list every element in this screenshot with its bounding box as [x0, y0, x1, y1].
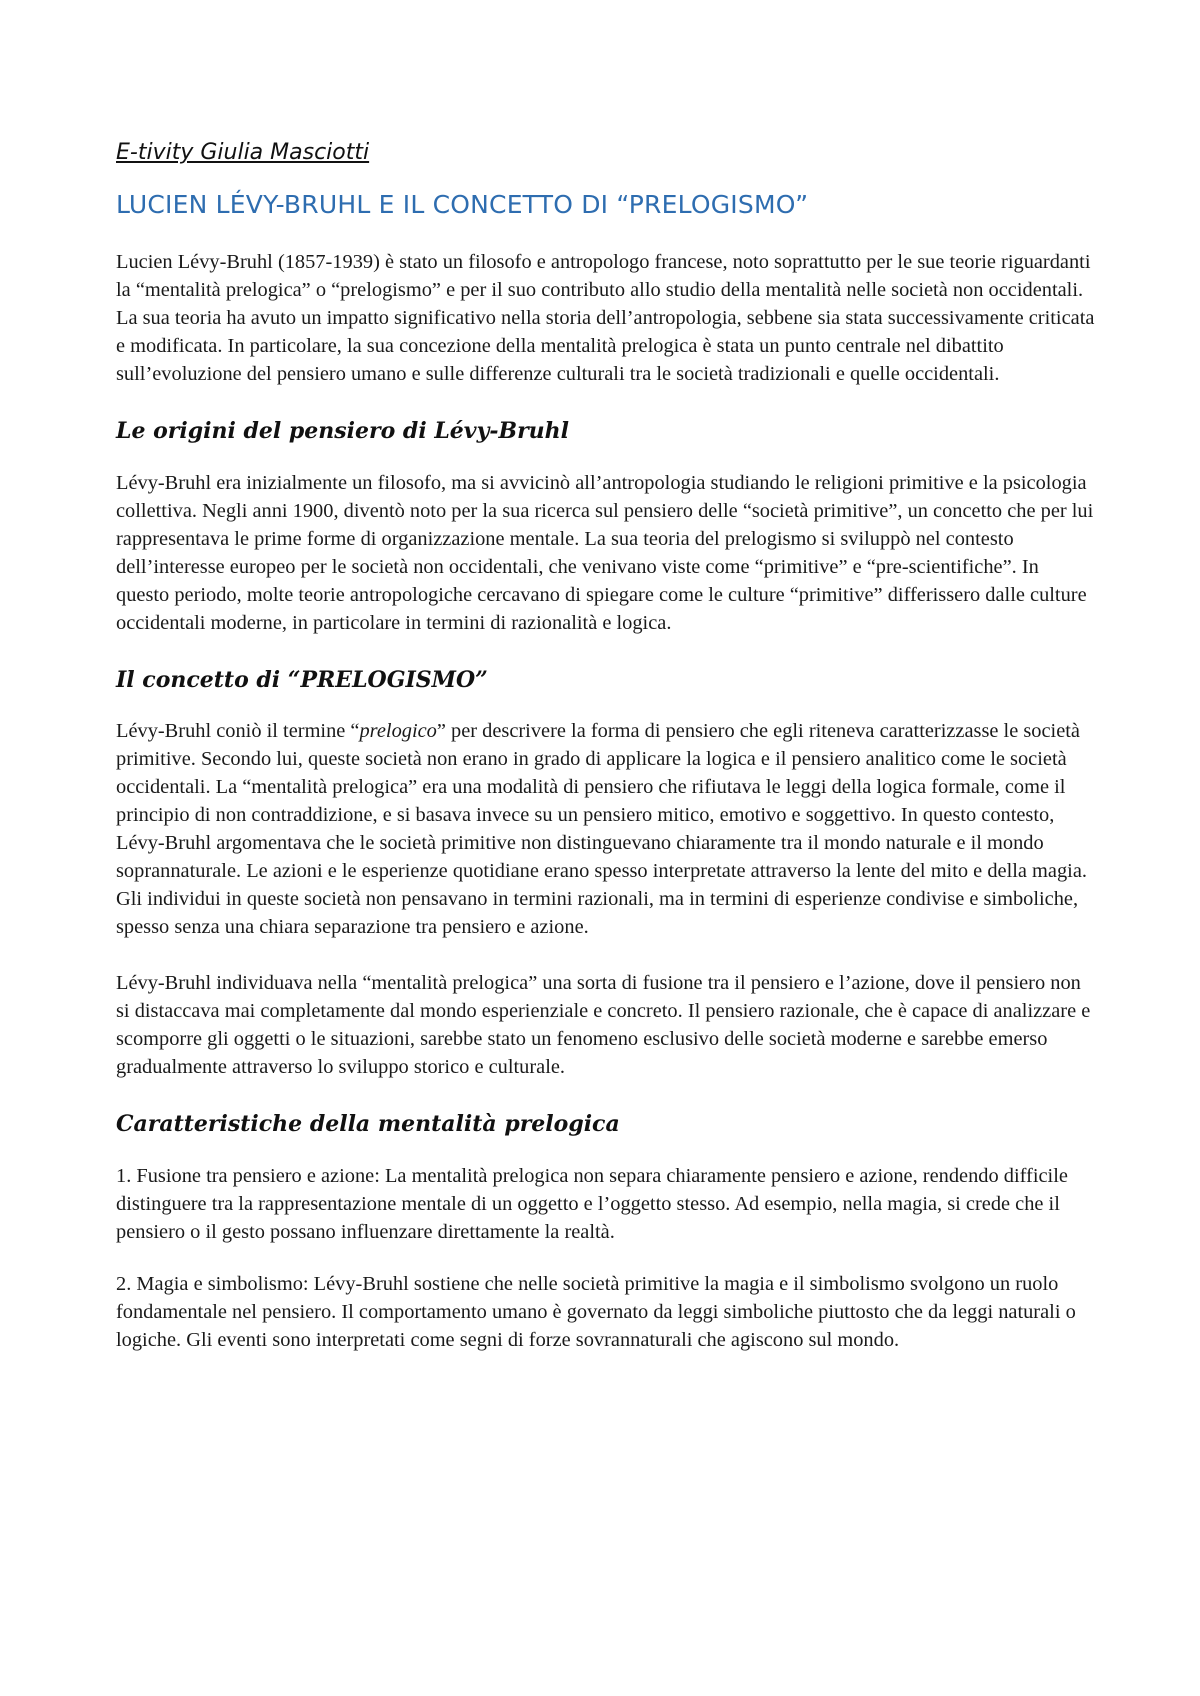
- emphasis-prelogico: prelogico: [359, 720, 437, 743]
- section-heading-origini: Le origini del pensiero di Lévy-Bruhl: [116, 418, 570, 445]
- text-run: ” per descrivere la forma di pensiero che egli riteneva caratterizzasse le società primitive. Secondo lui, queste società non erano in grado di applicare la logica e il pensiero analitico come le società occidentali. La “mentalità prelogica” era una modalità di pensiero che rifiutava le leggi della logica formale, come il principio di non contraddizione, e si basava invece su un pensiero mitico, emotivo e soggettivo. In questo contesto, Lévy-Bruhl argomentava che le società primitive non distinguevano chiaramente tra il mondo naturale e il mondo soprannaturale. Le azioni e le esperienze quotidiane erano spesso interpretate attraverso la lente del mito e della magia. Gli individui in queste società non pensavano in termini razionali, ma in termini di esperienze condivise e simboliche, spesso senza una chiara separazione tra pensiero e azione.: [116, 720, 1087, 939]
- intro-paragraph: Lucien Lévy-Bruhl (1857-1939) è stato un filosofo e antropologo francese, noto soprattutto per le sue teorie riguardanti la “mentalità prelogica” o “prelogismo” e per il suo contributo allo studio della mentalità nelle società non occidentali. La sua teoria ha avuto un impatto significativo nella storia dell’antropologia, sebbene sia stata successivamente criticata e modificata. In particolare, la sua concezione della mentalità prelogica è stata un punto centrale nel dibattito sull’evoluzione del pensiero umano e sulle differenze culturali tra le società tradizionali e quelle occidentali.: [116, 251, 1095, 386]
- text-run: Lévy-Bruhl coniò il termine “: [116, 720, 360, 743]
- section-heading-caratteristiche: Caratteristiche della mentalità prelogica: [116, 1111, 620, 1138]
- list-item-fusione: 1. Fusione tra pensiero e azione: La mentalità prelogica non separa chiaramente pensiero e azione, rendendo difficile distinguere tra la rappresentazione mentale di un oggetto e l’oggetto stesso. Ad esempio, nella magia, si crede che il pensiero o il gesto possano influenzare direttamente la realtà.: [116, 1164, 1068, 1243]
- document-page: [116, 140, 1096, 1378]
- section-heading-prelogismo: Il concetto di “PRELOGISMO”: [116, 666, 488, 693]
- paragraph-prelogismo-2: Lévy-Bruhl individuava nella “mentalità prelogica” una sorta di fusione tra il pensiero e l’azione, dove il pensiero non si distaccava mai completamente dal mondo esperienziale e concreto. Il pensiero razionale, che è capace di analizzare e scomporre gli oggetti o le situazioni, sarebbe stato un fenomeno esclusivo delle società moderne e sarebbe emerso gradualmente attraverso lo sviluppo storico e culturale.: [116, 972, 1091, 1079]
- paragraph-prelogismo-1: [116, 717, 1096, 941]
- paragraph-origini: Lévy-Bruhl era inizialmente un filosofo, ma si avvicinò all’antropologia studiando le religioni primitive e la psicologia collettiva. Negli anni 1900, diventò noto per la sua ricerca sul pensiero delle “società primitive”, un concetto che per lui rappresentava le prime forme di organizzazione mentale. La sua teoria del prelogismo si sviluppò nel contesto dell’interesse europeo per le società non occidentali, che venivano viste come “primitive” e “pre-scientifiche”. In questo periodo, molte teorie antropologiche cercavano di spiegare come le culture “primitive” differissero dalle culture occidentali moderne, in particolare in termini di razionalità e logica.: [116, 471, 1094, 634]
- document-title: LUCIEN LÉVY-BRUHL E IL CONCETTO DI “PRELOGISMO”: [116, 190, 809, 220]
- list-item-magia: 2. Magia e simbolismo: Lévy-Bruhl sostiene che nelle società primitive la magia e il simbolismo svolgono un ruolo fondamentale nel pensiero. Il comportamento umano è governato da leggi simboliche piuttosto che da leggi naturali o logiche. Gli eventi sono interpretati come segni di forze sovrannaturali che agiscono sul mondo.: [116, 1272, 1076, 1351]
- author-line: E-tivity Giulia Masciotti: [116, 140, 370, 165]
